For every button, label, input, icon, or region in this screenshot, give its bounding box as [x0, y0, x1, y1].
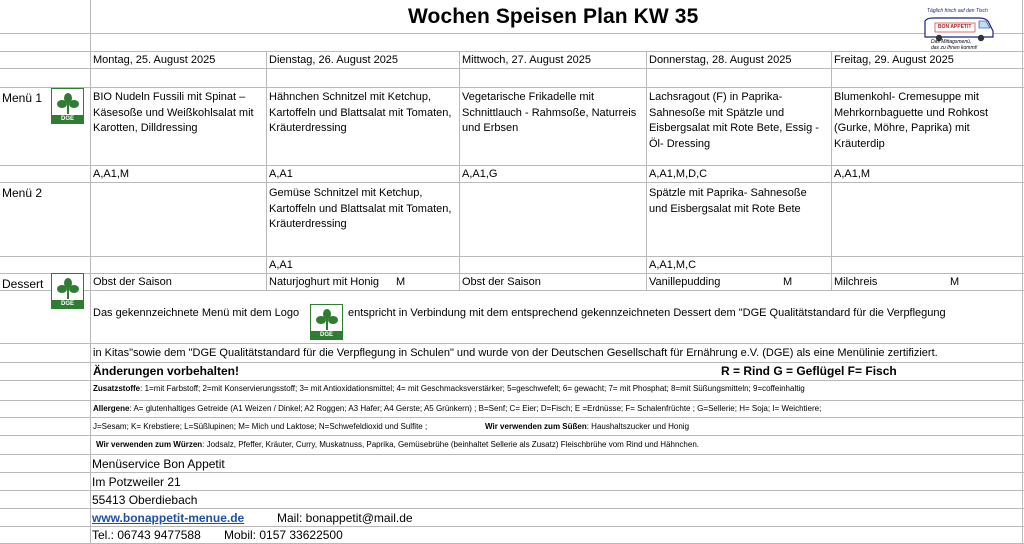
dge-logo-icon	[51, 273, 84, 309]
menu1-dish-wednesday: Vegetarische Frikadelle mit Schnittlauch - Rahmsoße, Naturreis und Erbsen	[462, 91, 637, 134]
allergens-label: Allergene	[93, 404, 130, 413]
contact-city: 55413 Oberdiebach	[92, 493, 198, 507]
grid-line	[0, 68, 1024, 69]
dessert-monday: Obst der Saison	[93, 276, 172, 288]
sweet-text: : Haushaltszucker und Honig	[586, 422, 690, 431]
dge-logo-text: DGE	[311, 331, 342, 339]
allergens-text: : A= glutenhaltiges Getreide (A1 Weizen / Dinkel; A2 Roggen; A3 Hafer; A4 Gerste; A5 Grünkern) ; B=Senf; C= Eier; D=Fisch; E =Erdnüsse; F= Schalenfrüchte ; G=Sellerie; H= Soja; I= Weichtiere;	[129, 404, 822, 413]
day-header-wednesday: Mittwoch, 27. August 2025	[462, 54, 592, 66]
grid-line	[0, 290, 1024, 291]
grid-line	[0, 380, 1024, 381]
allergens-text2: J=Sesam; K= Krebstiere; L=Süßlupinen; M= Mich und Laktose; N=Schwefeldioxid und Sulfite ;	[93, 422, 428, 431]
menu2-allergens-thursday: A,A1,M,C	[649, 259, 697, 271]
logo-brand: BON APPETIT	[938, 24, 972, 30]
grid-line	[0, 182, 1024, 183]
logo-tagline: Täglich frisch auf den Tisch	[927, 8, 988, 14]
leaves-icon	[56, 277, 80, 299]
dessert-wednesday: Obst der Saison	[462, 276, 541, 288]
contact-mail: Mail: bonappetit@mail.de	[277, 511, 413, 525]
dge-note-part1: Das gekennzeichnete Menü mit dem Logo	[93, 307, 300, 319]
grid-line	[0, 472, 1024, 473]
grid-line	[0, 343, 1024, 344]
dge-note-part2: entspricht in Verbindung mit dem entsprechend gekennzeichneten Dessert dem "DGE Qualitätstandard für die Verpflegung	[348, 307, 946, 319]
dessert-mark-tuesday: M	[396, 276, 406, 288]
grid-line	[0, 526, 1024, 527]
meat-legend: R = Rind G = Geflügel F= Fisch	[721, 364, 897, 378]
dge-logo-icon	[51, 88, 84, 124]
contact-mobile: Mobil: 0157 33622500	[224, 528, 343, 542]
changes-note: Änderungen vorbehalten!	[93, 364, 240, 378]
grid-line	[0, 273, 1024, 274]
leaves-icon	[56, 92, 80, 114]
menu2-dish-thursday: Spätzle mit Paprika- Sahnesoße und Eisbergsalat mit Rote Bete	[649, 187, 807, 215]
leaves-icon	[315, 308, 339, 330]
row-label-dessert: Dessert	[2, 277, 44, 291]
menu1-allergens-tuesday: A,A1	[269, 168, 293, 180]
day-header-friday: Freitag, 29. August 2025	[834, 54, 954, 66]
dessert-mark-friday: M	[950, 276, 960, 288]
menu1-allergens-friday: A,A1,M	[834, 168, 871, 180]
dessert-thursday: Vanillepudding	[649, 276, 721, 288]
menu2-allergens-tuesday: A,A1	[269, 259, 293, 271]
dge-logo-text: DGE	[52, 300, 83, 308]
dessert-mark-thursday: M	[783, 276, 793, 288]
additives-line	[93, 384, 805, 394]
contact-street: Im Potzweiler 21	[92, 475, 181, 489]
contact-phone: Tel.: 06743 9477588	[92, 528, 201, 542]
grid-line	[0, 165, 1024, 166]
sweet-label: Wir verwenden zum Süßen	[485, 422, 587, 431]
row-label-menu1: Menü 1	[2, 91, 43, 105]
menu1-dish-friday: Blumenkohl- Cremesuppe mit Mehrkornbaguette und Rohkost (Gurke, Möhre, Paprika) mit Kräuterdip	[834, 91, 989, 150]
contact-name: Menüservice Bon Appetit	[92, 457, 225, 471]
grid-line	[0, 417, 1024, 418]
logo-slogan-line1: Das Mittagsmenü,	[931, 39, 972, 45]
additives-label: Zusatzstoffe	[93, 384, 141, 393]
grid-line	[831, 51, 832, 290]
grid-line	[459, 51, 460, 290]
grid-line	[0, 508, 1024, 509]
row-label-menu2: Menü 2	[2, 186, 43, 200]
additives-text: : 1=mit Farbstoff; 2=mit Konservierungsstoff; 3= mit Antioxidationsmittel; 4= mit Geschmacksverstärker; 5=geschwefelt; 6= gewacht; 7= mit Phosphat; 8=mit Süßungsmitteln; 9=coffeinhaltig	[140, 384, 805, 393]
menu1-allergens-wednesday: A,A1,G	[462, 168, 498, 180]
dge-logo-text: DGE	[52, 115, 83, 123]
grid-line	[0, 33, 1024, 34]
menu1-dish-monday: BIO Nudeln Fussili mit Spinat – Käsesoße und Weißkohlsalat mit Karotten, Dilldressing	[93, 91, 254, 134]
menu1-allergens-monday: A,A1,M	[93, 168, 130, 180]
dge-logo-icon	[310, 304, 343, 340]
dessert-friday: Milchreis	[834, 276, 878, 288]
menu2-dish-tuesday: Gemüse Schnitzel mit Ketchup, Kartoffeln und Blattsalat mit Tomaten, Kräuterdressing	[269, 187, 452, 230]
bon-appetit-logo	[917, 8, 999, 53]
page-title: Wochen Speisen Plan KW 35	[408, 5, 699, 28]
day-header-monday: Montag, 25. August 2025	[93, 54, 216, 66]
logo-slogan	[931, 39, 977, 51]
menu1-allergens-thursday: A,A1,M,D,C	[649, 168, 708, 180]
spice-text: : Jodsalz, Pfeffer, Kräuter, Curry, Muskatnuss, Paprika, Gemüsebrühe (beinhaltet Sellerie als Zusatz) Fleischbrühe vom Rind und Hähnchen.	[202, 440, 700, 449]
grid-line	[0, 454, 1024, 455]
grid-line	[0, 435, 1024, 436]
grid-line	[0, 51, 1024, 52]
grid-line	[0, 400, 1024, 401]
menu1-dish-tuesday: Hähnchen Schnitzel mit Ketchup, Kartoffeln und Blattsalat mit Tomaten, Kräuterdressing	[269, 91, 452, 134]
grid-line	[0, 256, 1024, 257]
spice-line	[96, 440, 699, 450]
contact-web-row	[92, 511, 244, 525]
grid-line	[90, 0, 91, 544]
day-header-thursday: Donnerstag, 28. August 2025	[649, 54, 792, 66]
day-header-tuesday: Dienstag, 26. August 2025	[269, 54, 399, 66]
grid-line	[1022, 0, 1023, 544]
dessert-tuesday: Naturjoghurt mit Honig	[269, 276, 380, 288]
grid-line	[646, 51, 647, 290]
spice-label: Wir verwenden zum Würzen	[96, 440, 203, 449]
dge-note-line2: in Kitas"sowie dem "DGE Qualitätstandard für die Verpflegung in Schulen" und wurde von der Deutschen Gesellschaft für Ernährung e.V. (DGE) als eine Menülinie zertifiziert.	[93, 347, 938, 359]
grid-line	[0, 490, 1024, 491]
website-link[interactable]: www.bonappetit-menue.de	[92, 511, 245, 525]
sweet-line	[485, 422, 689, 432]
allergens-line2	[93, 422, 427, 432]
logo-slogan-line2: das zu Ihnen kommt!	[931, 45, 978, 51]
allergens-line	[93, 404, 821, 414]
grid-line	[0, 362, 1024, 363]
grid-line	[0, 87, 1024, 88]
menu1-dish-thursday: Lachsragout (F) in Paprika-Sahnesoße mit Spätzle und Eisbergsalat mit Rote Bete, Essig - Öl- Dressing	[649, 91, 819, 150]
grid-line	[266, 51, 267, 290]
